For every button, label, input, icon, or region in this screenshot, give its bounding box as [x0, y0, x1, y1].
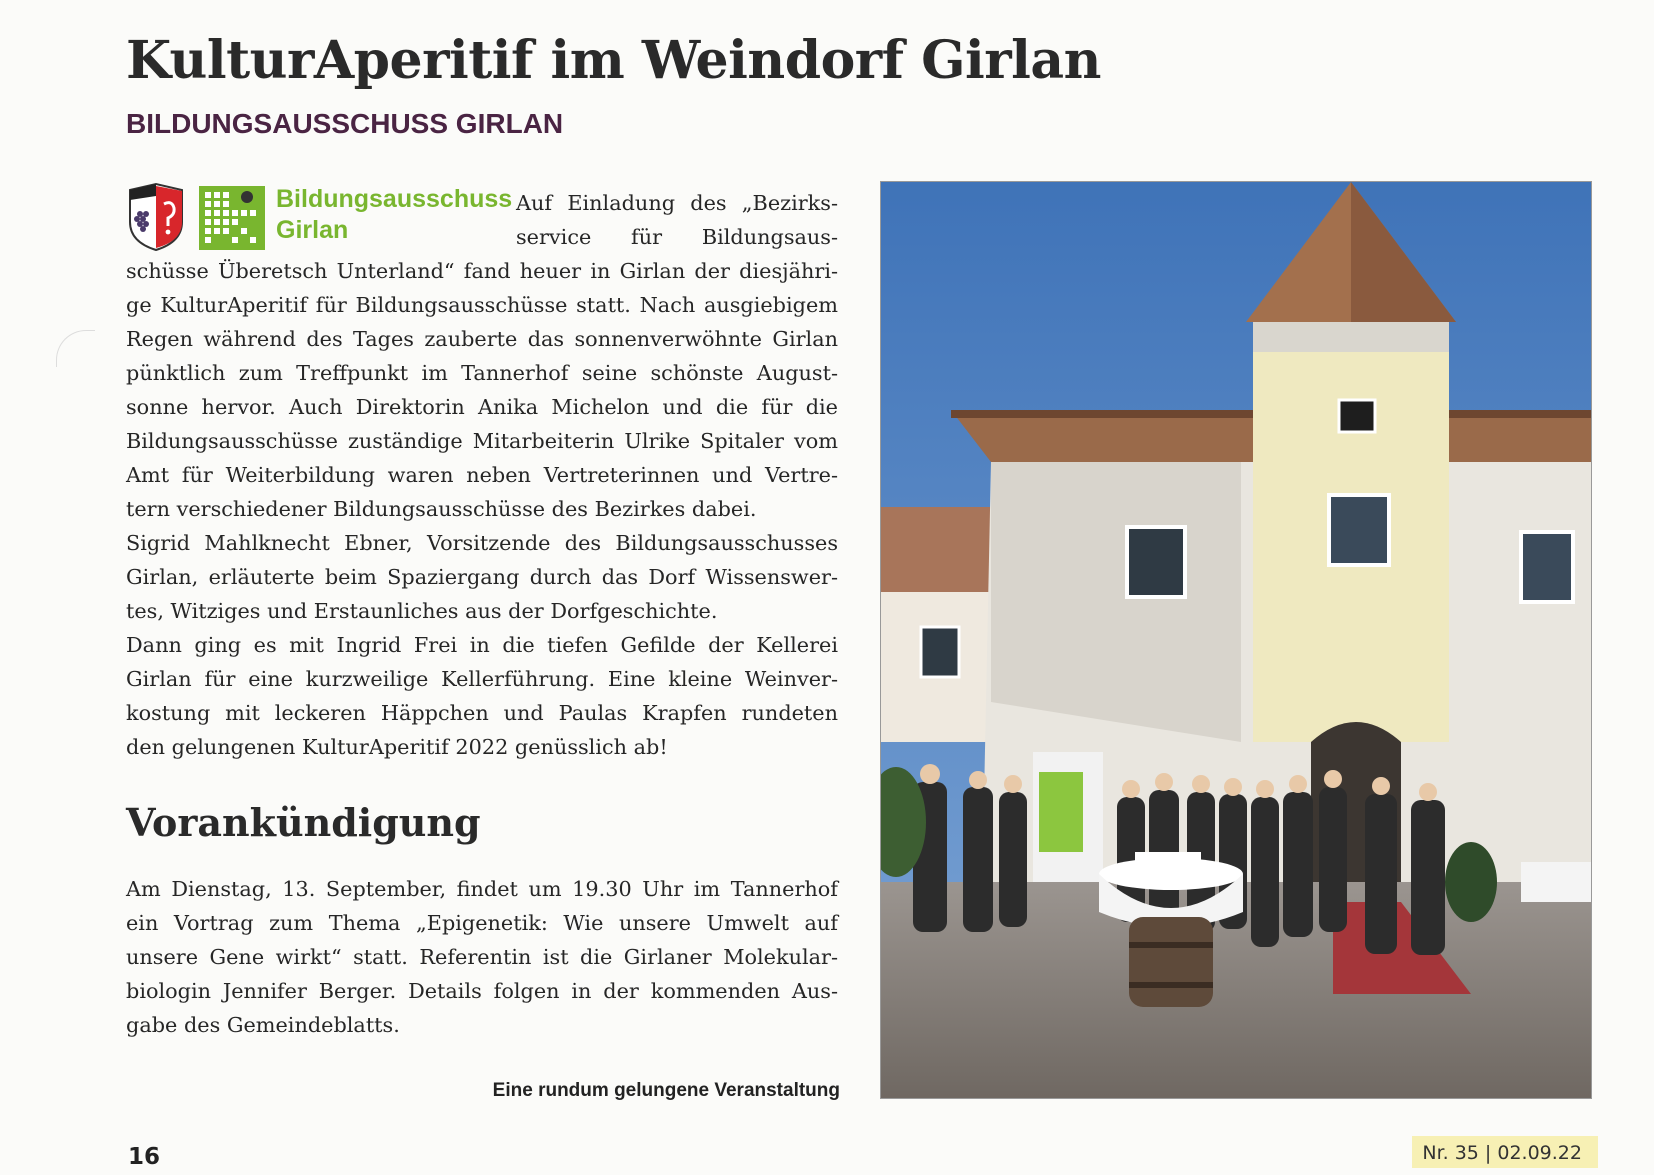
- announcement-line: unsere Gene wirkt“ statt. Referentin ist die Girlaner Molekular-: [126, 945, 838, 969]
- page-number: 16: [128, 1144, 161, 1170]
- page-fold-mark: [56, 330, 95, 367]
- body-line: Sigrid Mahlknecht Ebner, Vorsitzende des Bildungsausschusses: [126, 531, 838, 555]
- body-line: Regen während des Tages zauberte das sonnenverwöhnte Girlan: [126, 327, 838, 351]
- logo-text-line1: Bildungsausschuss: [276, 185, 513, 213]
- body-line: schüsse Überetsch Unterland“ fand heuer in Girlan der diesjähri-: [126, 259, 838, 283]
- body-line: Dann ging es mit Ingrid Frei in die tiefen Gefilde der Kellerei: [126, 633, 838, 657]
- announcement-line: ein Vortrag zum Thema „Epigenetik: Wie unsere Umwelt auf: [126, 911, 838, 935]
- article-subtitle: BILDUNGSAUSSCHUSS GIRLAN: [126, 108, 564, 139]
- body-line: sonne hervor. Auch Direktorin Anika Michelon und die für die: [126, 395, 838, 419]
- announcement-line: biologin Jennifer Berger. Details folgen in der kommenden Aus-: [126, 979, 838, 1003]
- body-line: Bildungsausschüsse zuständige Mitarbeiterin Ulrike Spitaler vom: [126, 429, 838, 453]
- article-title: KulturAperitif im Weindorf Girlan: [126, 30, 1101, 91]
- body-line: ge KulturAperitif für Bildungsausschüsse statt. Nach ausgiebigem: [126, 293, 838, 317]
- body-line: tes, Witziges und Erstaunliches aus der Dorfgeschichte.: [126, 599, 718, 623]
- logo-text-line2: Girlan: [276, 216, 349, 244]
- body-line: kostung mit leckeren Häppchen und Paulas Krapfen rundeten: [126, 701, 838, 725]
- body-line: Auf Einladung des „Bezirks-: [516, 191, 838, 215]
- announcement-line: Am Dienstag, 13. September, findet um 19.30 Uhr im Tannerhof: [126, 877, 838, 901]
- article-body: [126, 186, 838, 764]
- tannerhof-courtyard-image: [881, 182, 1591, 1098]
- body-line: Girlan, erläuterte beim Spaziergang durch das Dorf Wissenswer-: [126, 565, 838, 589]
- announcement-line: gabe des Gemeindeblatts.: [126, 1013, 400, 1037]
- issue-badge: Nr. 35 | 02.09.22: [1412, 1136, 1598, 1168]
- body-line: service für Bildungsaus-: [516, 225, 838, 249]
- body-line: Amt für Weiterbildung waren neben Vertreterinnen und Vertre-: [126, 463, 838, 487]
- body-line: pünktlich zum Treffpunkt im Tannerhof seine schönste August-: [126, 361, 838, 385]
- body-line: Girlan für eine kurzweilige Kellerführung. Eine kleine Weinver-: [126, 667, 838, 691]
- body-line: den gelungenen KulturAperitif 2022 genüsslich ab!: [126, 735, 668, 759]
- photo-caption: Eine rundum gelungene Veranstaltung: [492, 1080, 840, 1101]
- section-heading: Vorankündigung: [126, 800, 481, 845]
- event-photo: [880, 181, 1592, 1099]
- announcement-body: [126, 872, 838, 1042]
- body-line: tern verschiedener Bildungsausschüsse des Bezirkes dabei.: [126, 497, 757, 521]
